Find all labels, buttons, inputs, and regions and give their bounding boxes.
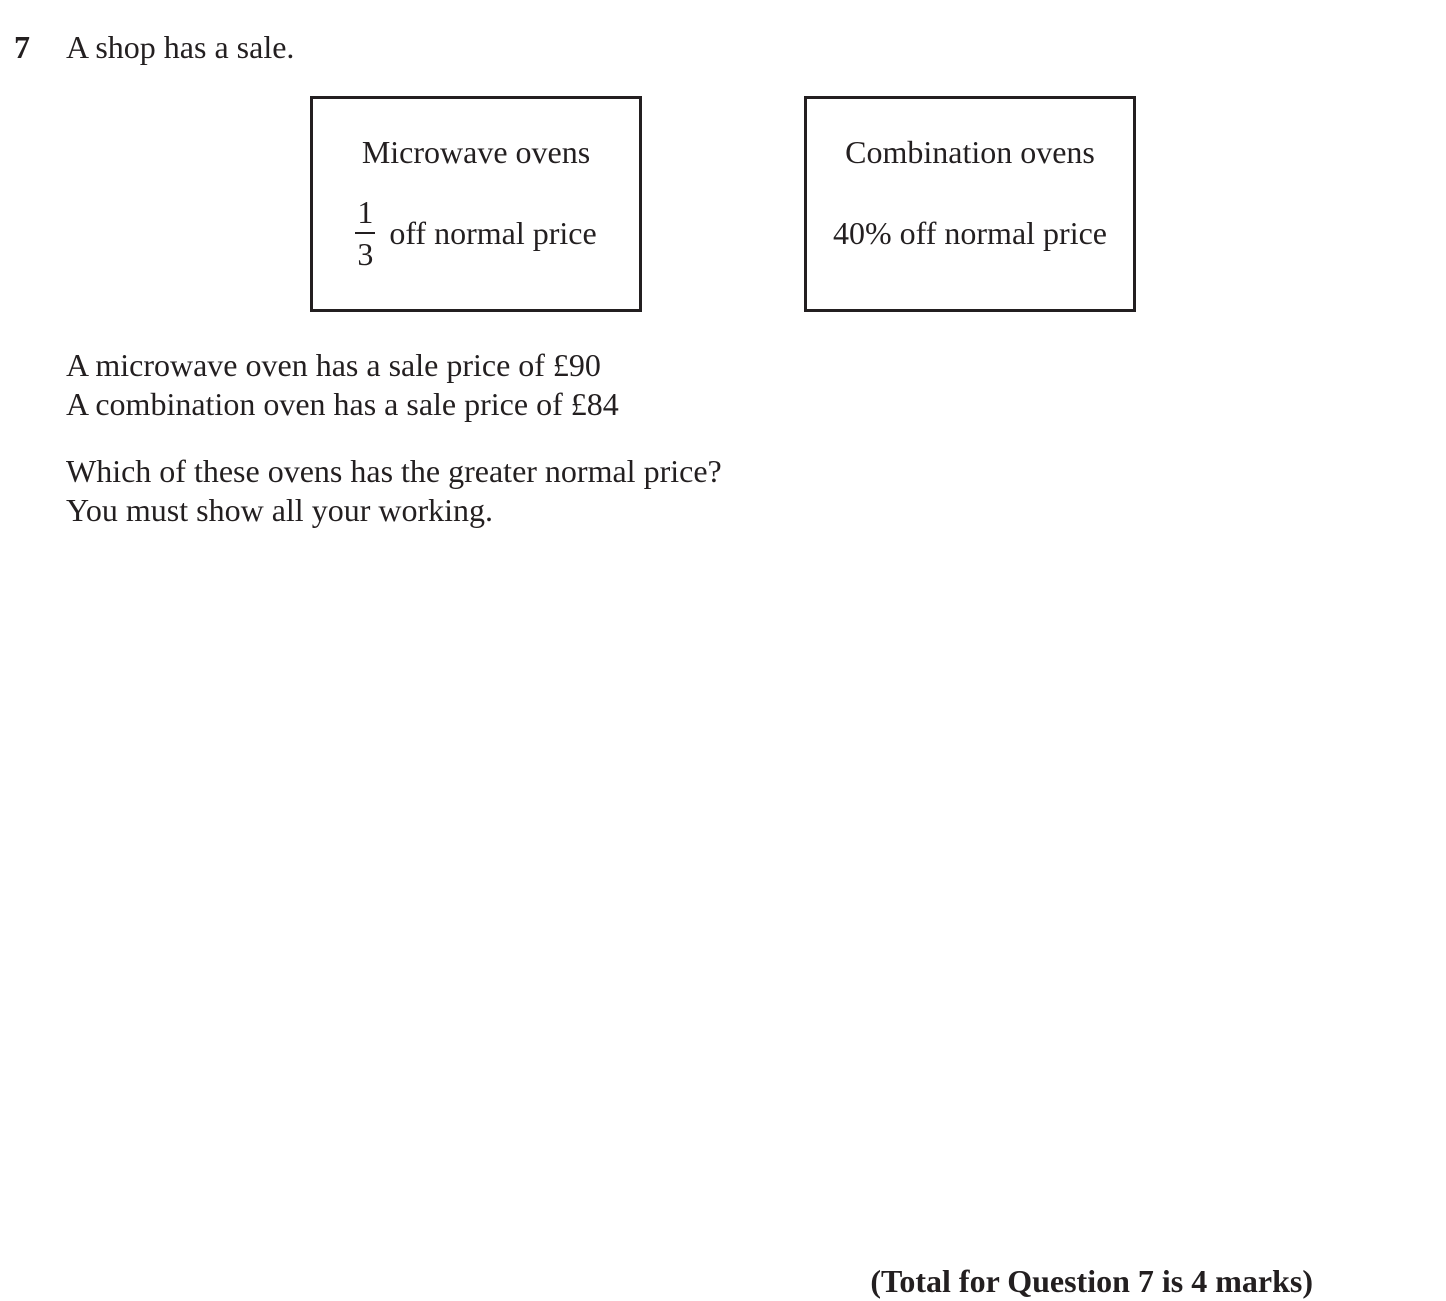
fraction-numerator: 1 xyxy=(355,195,375,234)
combination-ovens-box xyxy=(804,96,1136,312)
microwave-offer xyxy=(313,195,639,271)
fraction-denominator: 3 xyxy=(357,236,374,272)
question-intro: A shop has a sale. xyxy=(66,29,295,65)
combination-ovens-title: Combination ovens xyxy=(845,134,1095,170)
combination-offer-text: 40% off normal price xyxy=(833,214,1107,251)
one-third-fraction xyxy=(355,195,375,271)
total-marks: (Total for Question 7 is 4 marks) xyxy=(870,1263,1313,1299)
sale-price-info xyxy=(66,346,619,424)
question-number: 7 xyxy=(14,29,30,65)
question-prompt xyxy=(66,452,722,530)
question-prompt-line-1: Which of these ovens has the greater normal price? xyxy=(66,453,722,489)
microwave-sale-price: A microwave oven has a sale price of £90 xyxy=(66,347,601,383)
microwave-ovens-box xyxy=(310,96,642,312)
question-prompt-line-2: You must show all your working. xyxy=(66,492,493,528)
microwave-ovens-title: Microwave ovens xyxy=(361,134,591,170)
combination-sale-price: A combination oven has a sale price of £84 xyxy=(66,386,619,422)
combination-offer xyxy=(807,195,1133,271)
microwave-offer-text: off normal price xyxy=(389,214,597,251)
